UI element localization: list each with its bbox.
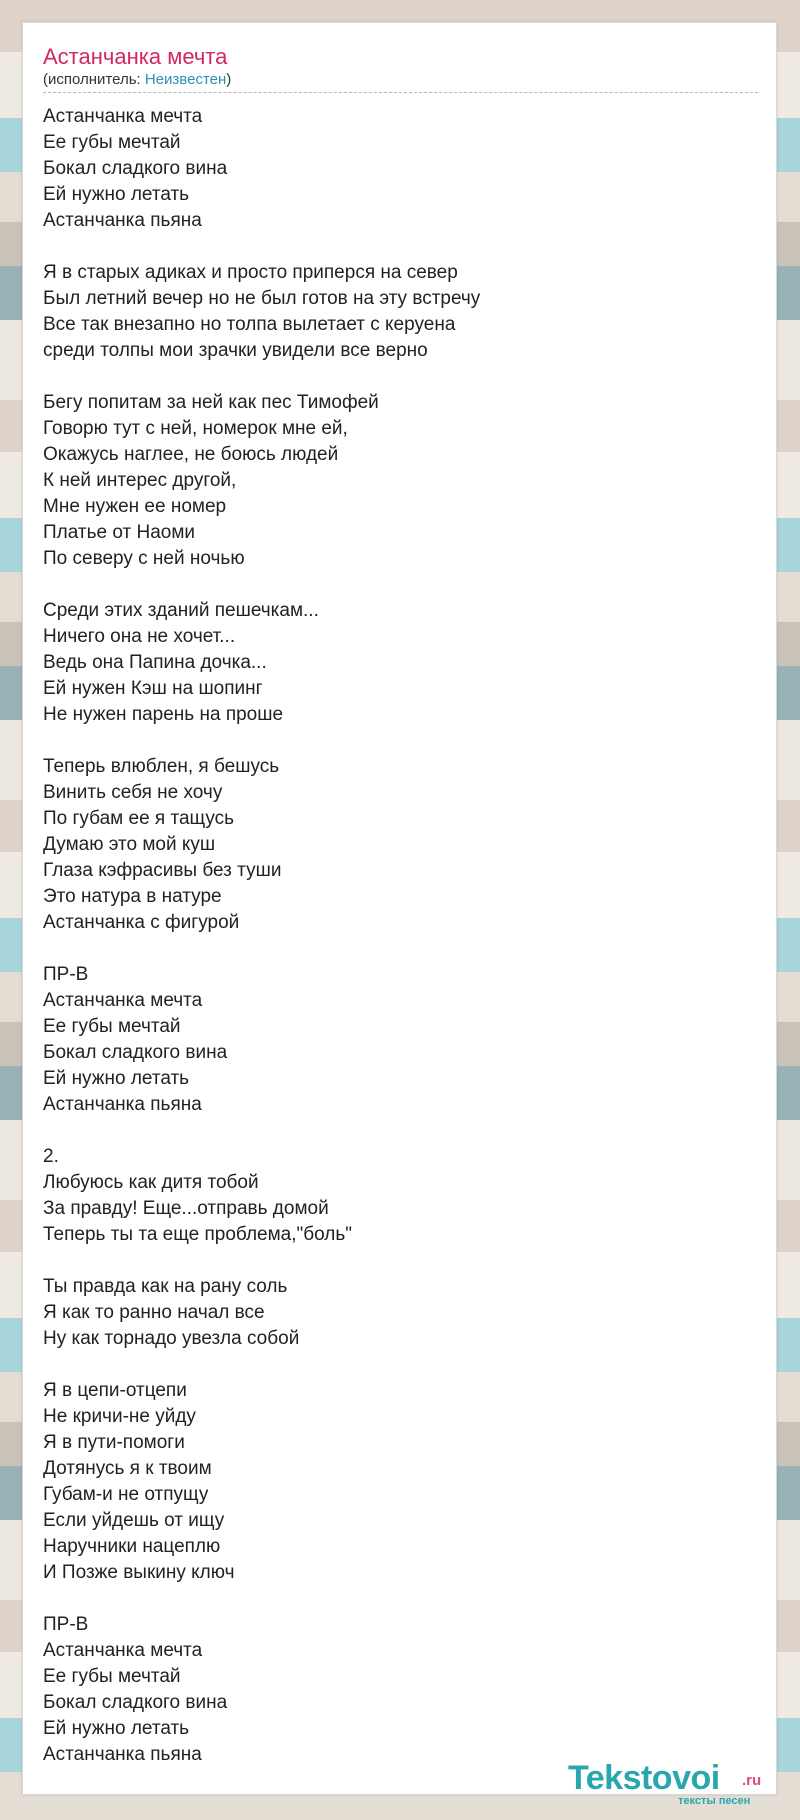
lyric-line: Все так внезапно но толпа вылетает с керуена [43,314,456,335]
lyric-line: Окажусь наглее, не боюсь людей [43,444,339,465]
lyric-line: среди толпы мои зрачки увидели все верно [43,340,428,361]
lyric-line: Среди этих зданий пешечкам... [43,600,319,621]
lyric-line: Астанчанка мечта [43,1640,203,1661]
site-logo[interactable] [568,1758,773,1808]
lyric-line: Я как то ранно начал все [43,1302,265,1323]
lyric-line: Не кричи-не уйду [43,1406,196,1427]
stanza-break [43,728,758,754]
lyric-line: Ей нужен Кэш на шопинг [43,678,263,699]
lyric-line: Ей нужно летать [43,184,190,205]
lyric-line: Астанчанка мечта [43,990,203,1011]
lyric-line: Бокал сладкого вина [43,158,228,179]
lyric-line: Ей нужно летать [43,1068,190,1089]
stanza-break [43,936,758,962]
stanza-break [43,1586,758,1612]
lyric-line: Говорю тут с ней, номерок мне ей, [43,418,348,439]
lyric-line: Винить себя не хочу [43,782,223,803]
lyric-line: Ведь она Папина дочка... [43,652,267,673]
logo-tagline: тексты песен [678,1795,751,1807]
lyric-line: Дотянусь я к твоим [43,1458,212,1479]
lyric-line: По северу с ней ночью [43,548,245,569]
lyric-line: Ну как торнадо увезла собой [43,1328,300,1349]
lyric-line: Астанчанка с фигурой [43,912,240,933]
lyric-line: Глаза кэфрасивы без туши [43,860,282,881]
lyric-line: Ничего она не хочет... [43,626,236,647]
stanza-break [43,1248,758,1274]
lyric-line: Астанчанка пьяна [43,210,202,231]
lyrics-text [43,104,758,1768]
lyric-line: По губам ее я тащусь [43,808,235,829]
lyric-line: К ней интерес другой, [43,470,237,491]
lyric-line: И Позже выкину ключ [43,1562,235,1583]
lyric-line: Мне нужен ее номер [43,496,227,517]
lyric-line: Ее губы мечтай [43,1016,181,1037]
lyric-line: ПР-В [43,964,89,985]
logo-domain-suffix: .ru [742,1772,762,1789]
lyric-line: Любуюсь как дитя тобой [43,1172,259,1193]
performer-prefix: (исполнитель: [43,71,145,88]
performer-line [43,71,758,89]
lyric-line: 2. [43,1146,59,1167]
lyric-line: Не нужен парень на проше [43,704,284,725]
lyric-line: Был летний вечер но не был готов на эту встречу [43,288,481,309]
performer-suffix: ) [226,71,232,88]
lyric-line: Астанчанка пьяна [43,1094,202,1115]
lyric-line: За правду! Еще...отправь домой [43,1198,329,1219]
stanza-break [43,572,758,598]
song-header [43,43,758,93]
lyric-line: Бокал сладкого вина [43,1042,228,1063]
lyric-line: Теперь ты та еще проблема,"боль" [43,1224,353,1245]
lyric-line: Астанчанка пьяна [43,1744,202,1765]
lyric-line: Думаю это мой куш [43,834,216,855]
stanza-break [43,1352,758,1378]
stanza-break [43,234,758,260]
song-title: Астанчанка мечта [43,44,228,69]
lyric-line: Теперь влюблен, я бешусь [43,756,280,777]
lyric-line: Наручники нацеплю [43,1536,221,1557]
performer-link[interactable]: Неизвестен [144,71,227,88]
lyric-line: Ее губы мечтай [43,1666,181,1687]
stanza-break [43,364,758,390]
stanza-break [43,1118,758,1144]
lyric-line: Платье от Наоми [43,522,195,543]
lyric-line: Если уйдешь от ищу [43,1510,225,1531]
lyric-line: Астанчанка мечта [43,106,203,127]
logo-wordmark: Tekstovoi [568,1759,720,1797]
lyric-line: ПР-В [43,1614,89,1635]
lyric-line: Я в пути-помоги [43,1432,185,1453]
lyric-line: Бокал сладкого вина [43,1692,228,1713]
lyric-line: Это натура в натуре [43,886,222,907]
lyrics-card [22,22,777,1795]
lyric-line: Я в старых адиках и просто приперся на север [43,262,458,283]
lyric-line: Ее губы мечтай [43,132,181,153]
lyric-line: Я в цепи-отцепи [43,1380,187,1401]
lyric-line: Бегу попитам за ней как пес Тимофей [43,392,379,413]
lyric-line: Ты правда как на рану соль [43,1276,288,1297]
lyric-line: Губам-и не отпущу [43,1484,209,1505]
lyric-line: Ей нужно летать [43,1718,190,1739]
